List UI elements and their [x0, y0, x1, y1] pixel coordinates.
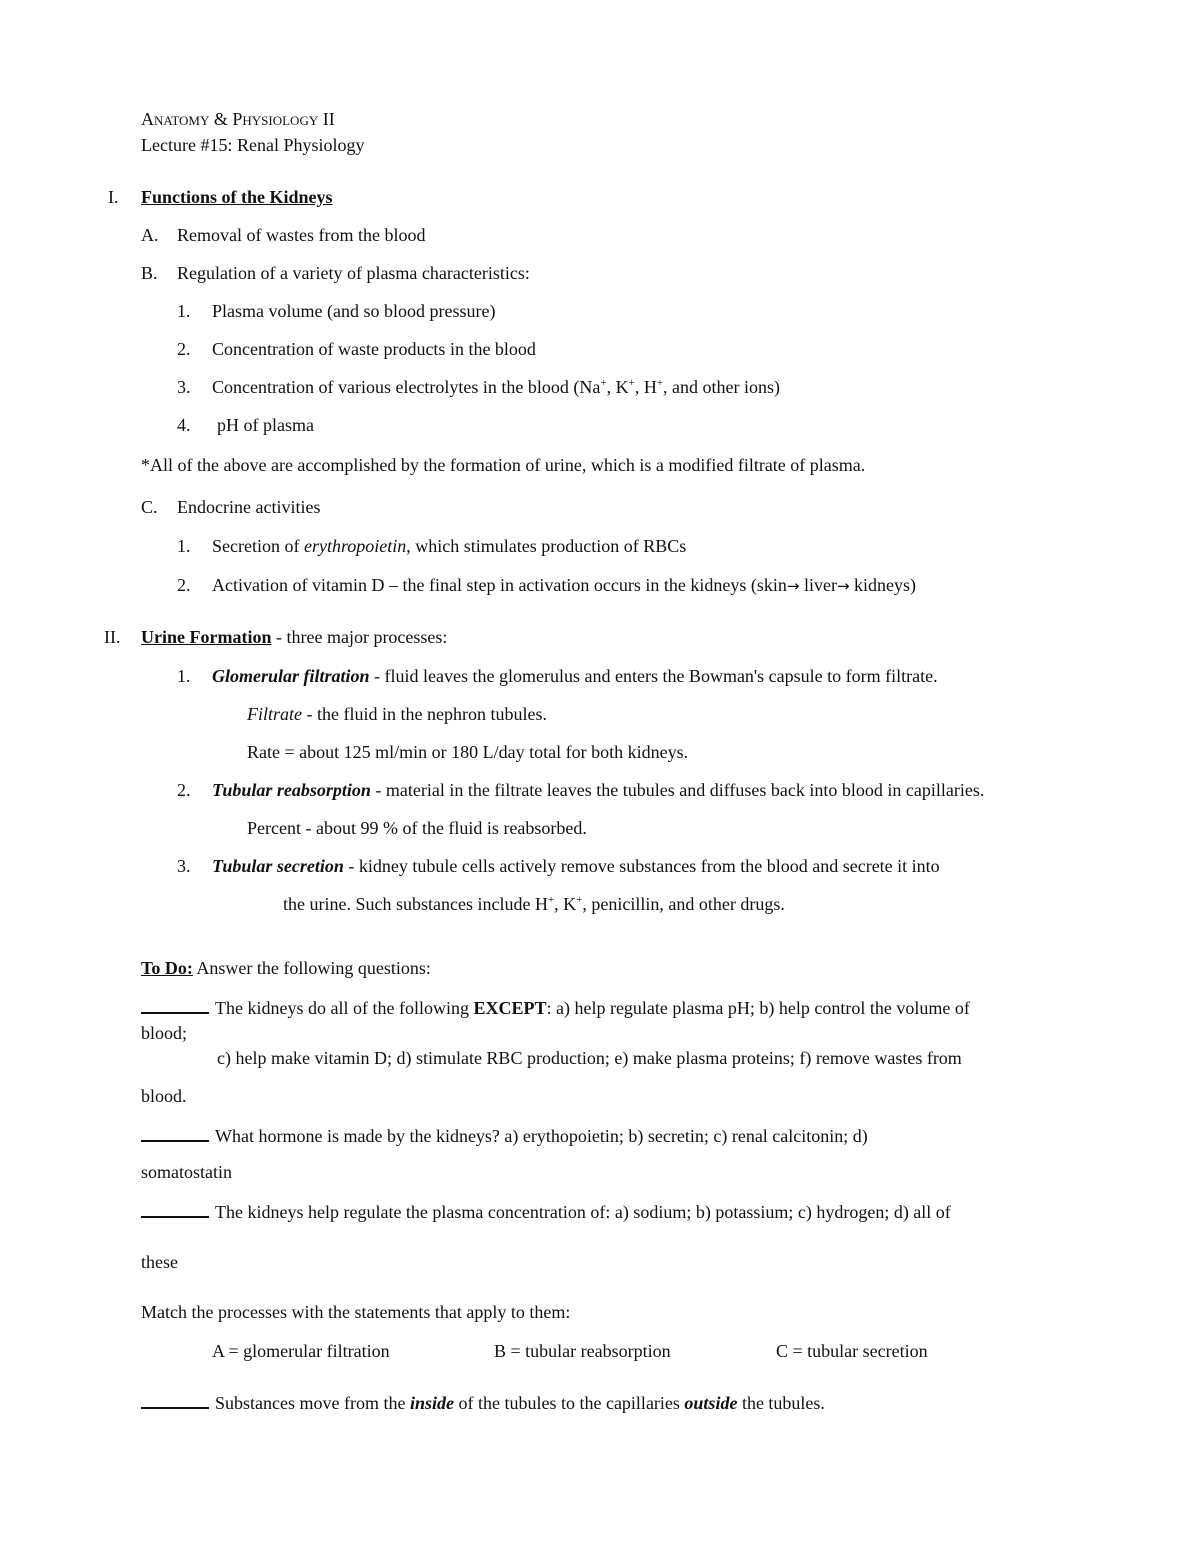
answer-blank[interactable] [141, 1393, 209, 1409]
item-letter-b: B. [141, 263, 158, 283]
sub-item-num: 4. [177, 415, 191, 435]
process-text: Tubular reabsorption - material in the filtrate leaves the tubules and diffuses back into blood in capillaries. [212, 780, 985, 800]
question-4: Substances move from the inside of the tubules to the capillaries outside the tubules. [141, 1393, 825, 1412]
process-text: Tubular secretion - kidney tubule cells actively remove substances from the blood and secrete it into [212, 856, 940, 876]
arrow-icon: → [836, 577, 850, 595]
sub-item-text: Plasma volume (and so blood pressure) [212, 301, 496, 321]
process-num: 2. [177, 780, 191, 800]
question-1-wrap: blood; [141, 1023, 188, 1043]
question-3-wrap: these [141, 1252, 178, 1272]
sub-item-num: 1. [177, 536, 191, 556]
sub-item-num: 2. [177, 339, 191, 359]
item-c-text: Endocrine activities [177, 497, 321, 517]
answer-blank[interactable] [141, 1126, 209, 1142]
question-3: The kidneys help regulate the plasma concentration of: a) sodium; b) potassium; c) hydrogen; d) all of [141, 1202, 951, 1221]
sub-item-text: Concentration of various electrolytes in the blood (Na+, K+, H+, and other ions) [212, 377, 781, 397]
answer-blank[interactable] [141, 998, 209, 1014]
todo-heading: To Do: Answer the following questions: [141, 958, 431, 978]
section2-heading: Urine Formation - three major processes: [141, 627, 448, 647]
section2-numeral: II. [104, 627, 121, 647]
match-key-b: B = tubular reabsorption [494, 1341, 671, 1361]
arrow-icon: → [786, 577, 800, 595]
question-1-line2: c) help make vitamin D; d) stimulate RBC production; e) make plasma proteins; f) remove wastes from [217, 1048, 962, 1068]
process-text: Glomerular filtration - fluid leaves the glomerulus and enters the Bowman's capsule to form filtrate. [212, 666, 938, 686]
sub-item-text: Concentration of waste products in the blood [212, 339, 536, 359]
match-key-a: A = glomerular filtration [212, 1341, 390, 1361]
process-num: 3. [177, 856, 191, 876]
section1-numeral: I. [108, 187, 119, 207]
section1-heading: Functions of the Kidneys [141, 187, 333, 207]
question-1: The kidneys do all of the following EXCEPT: a) help regulate plasma pH; b) help control the volume of [141, 998, 970, 1017]
match-instructions: Match the processes with the statements that apply to them: [141, 1302, 571, 1322]
filtrate-definition: Filtrate - the fluid in the nephron tubules. [247, 704, 547, 724]
sub-item-text: pH of plasma [217, 415, 314, 435]
reabsorption-percent: Percent - about 99 % of the fluid is reabsorbed. [247, 818, 587, 838]
answer-blank[interactable] [141, 1202, 209, 1218]
process-num: 1. [177, 666, 191, 686]
sub-item-num: 3. [177, 377, 191, 397]
question-2-wrap: somatostatin [141, 1162, 232, 1182]
match-key-c: C = tubular secretion [776, 1341, 928, 1361]
section1-note: *All of the above are accomplished by the formation of urine, which is a modified filtrate of plasma. [141, 455, 866, 475]
item-a-text: Removal of wastes from the blood [177, 225, 426, 245]
sub-item-text: Activation of vitamin D – the final step in activation occurs in the kidneys (skin→ liver→ kidneys) [212, 575, 917, 595]
item-letter-c: C. [141, 497, 158, 517]
filtration-rate: Rate = about 125 ml/min or 180 L/day total for both kidneys. [247, 742, 689, 762]
item-b-text: Regulation of a variety of plasma characteristics: [177, 263, 530, 283]
item-letter-a: A. [141, 225, 159, 245]
course-title: Anatomy & Physiology II [141, 109, 335, 129]
sub-item-num: 1. [177, 301, 191, 321]
process-text-continued: the urine. Such substances include H+, K+, penicillin, and other drugs. [283, 894, 785, 914]
lecture-title: Lecture #15: Renal Physiology [141, 135, 365, 155]
question-1-wrap2: blood. [141, 1086, 187, 1106]
sub-item-text: Secretion of erythropoietin, which stimulates production of RBCs [212, 536, 687, 556]
question-2: What hormone is made by the kidneys? a) erythopoietin; b) secretin; c) renal calcitonin; d) [141, 1126, 868, 1145]
sub-item-num: 2. [177, 575, 191, 595]
